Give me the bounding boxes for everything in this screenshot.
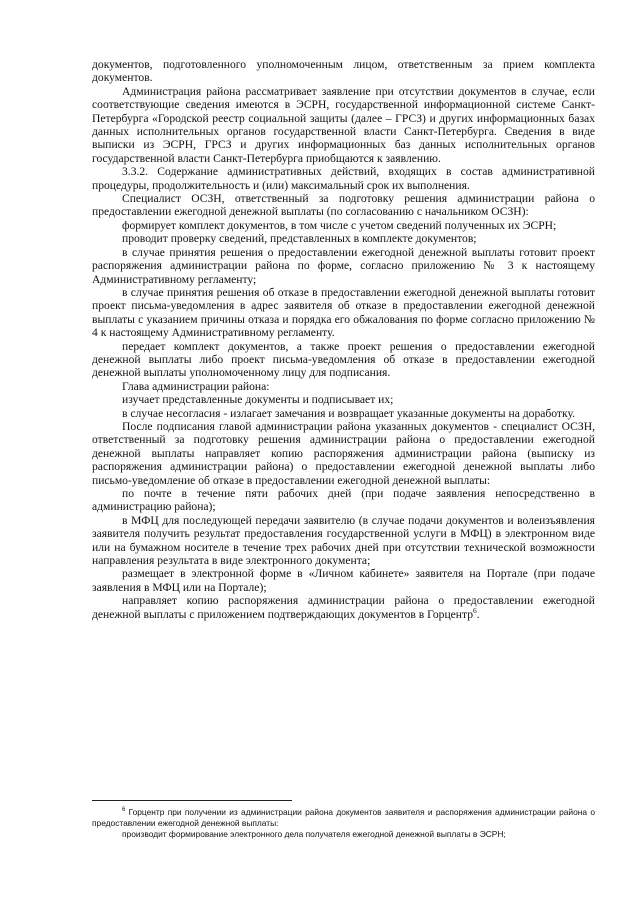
paragraph: Администрация района рассматривает заявление при отсутствии документов в случае, если соответствующие сведения имеются в ЭСРН, государственной информационной системе Санкт-Петербурга «Городской реестр социальной защиты (далее – ГРСЗ) и других информационных базах данных исполнительных органов государственной власти Санкт-Петербурга. Сведения в виде выписки из ЭСРН, ГРСЗ и других информационных баз данных исполнительных органов государственной власти Санкт-Петербурга приобщаются к заявлению. [92,84,595,165]
footnote-reference: 6 [473,605,477,615]
paragraph-list [92,58,595,594]
paragraph: в случае принятия решения о предоставлении ежегодной денежной выплаты готовит проект распоряжения администрации района по форме, согласно приложению № 3 к настоящему Административному регламенту; [92,245,595,286]
document-body [92,58,595,621]
paragraph-text: направляет копию распоряжения администрации района о предоставлении ежегодной денежной выплаты с приложением подтверждающих документов в Горцентр [92,594,595,621]
paragraph: Глава администрации района: [122,379,270,393]
paragraph: 3.3.2. Содержание административных действий, входящих в состав административной процедуры, продолжительность и (или) максимальный срок их выполнения. [92,165,595,192]
paragraph: После подписания главой администрации района указанных документов - специалист ОСЗН, ответственный за подготовку решения администрации района о предоставлении ежегодной денежной выплаты направляет копию распоряжения администрации района (выписку из распоряжения администрации района) о предоставлении ежегодной денежной выплаты либо письмо-уведомление об отказе в предоставлении ежегодной денежной выплаты: [92,419,595,487]
footnote-line-2: производит формирование электронного дела получателя ежегодной денежной выплаты в ЭСРН; [122,829,506,839]
paragraph: Специалист ОСЗН, ответственный за подготовку решения администрации района о предоставлении ежегодной денежной выплаты (по согласованию с начальником ОСЗН): [92,192,595,219]
paragraph: проводит проверку сведений, представленных в комплекте документов; [122,232,477,246]
paragraph: документов, подготовленного уполномоченным лицом, ответственным за прием комплекта документов. [92,58,595,85]
footnote-line-1 [92,807,595,829]
paragraph: формирует комплект документов, в том числе с учетом сведений полученных их ЭСРН; [122,218,557,232]
paragraph: размещает в электронной форме в «Личном кабинете» заявителя на Портале (при подаче заявления в МФЦ или на Портале); [92,567,595,594]
footnote-separator [92,800,292,801]
paragraph: в МФЦ для последующей передачи заявителю (в случае подачи документов и волеизъявления заявителя получить результат предоставления государственной услуги в МФЦ) в электронном виде или на бумажном носителе в течение трех рабочих дней при отсутствии технической возможности направления результата в виде электронного документа; [92,513,595,568]
footnote [92,807,595,840]
paragraph: в случае несогласия - излагает замечания и возвращает указанные документы на доработку. [122,406,575,420]
paragraph: по почте в течение пяти рабочих дней (при подаче заявления непосредственно в администрацию района); [92,487,595,514]
footnote-text: Горцентр при получении из администрации района документов заявителя и распоряжения администрации района о предоставлении ежегодной денежной выплаты: [92,807,595,828]
paragraph-last [92,594,595,621]
paragraph-end: . [476,607,480,621]
paragraph: в случае принятия решения об отказе в предоставлении ежегодной денежной выплаты готовит проект письма-уведомления в адрес заявителя об отказе в предоставлении ежегодной денежной выплаты с указанием причины отказа и порядка его обжалования по форме согласно приложению № 4 к настоящему Административному регламенту. [92,285,595,340]
footnote-number: 6 [122,807,126,814]
paragraph: изучает представленные документы и подписывает их; [122,393,394,407]
paragraph: передает комплект документов, а также проект решения о предоставлении ежегодной денежной выплаты либо проект письма-уведомления об отказе в предоставлении ежегодной денежной выплаты уполномоченному лицу для подписания. [92,339,595,380]
